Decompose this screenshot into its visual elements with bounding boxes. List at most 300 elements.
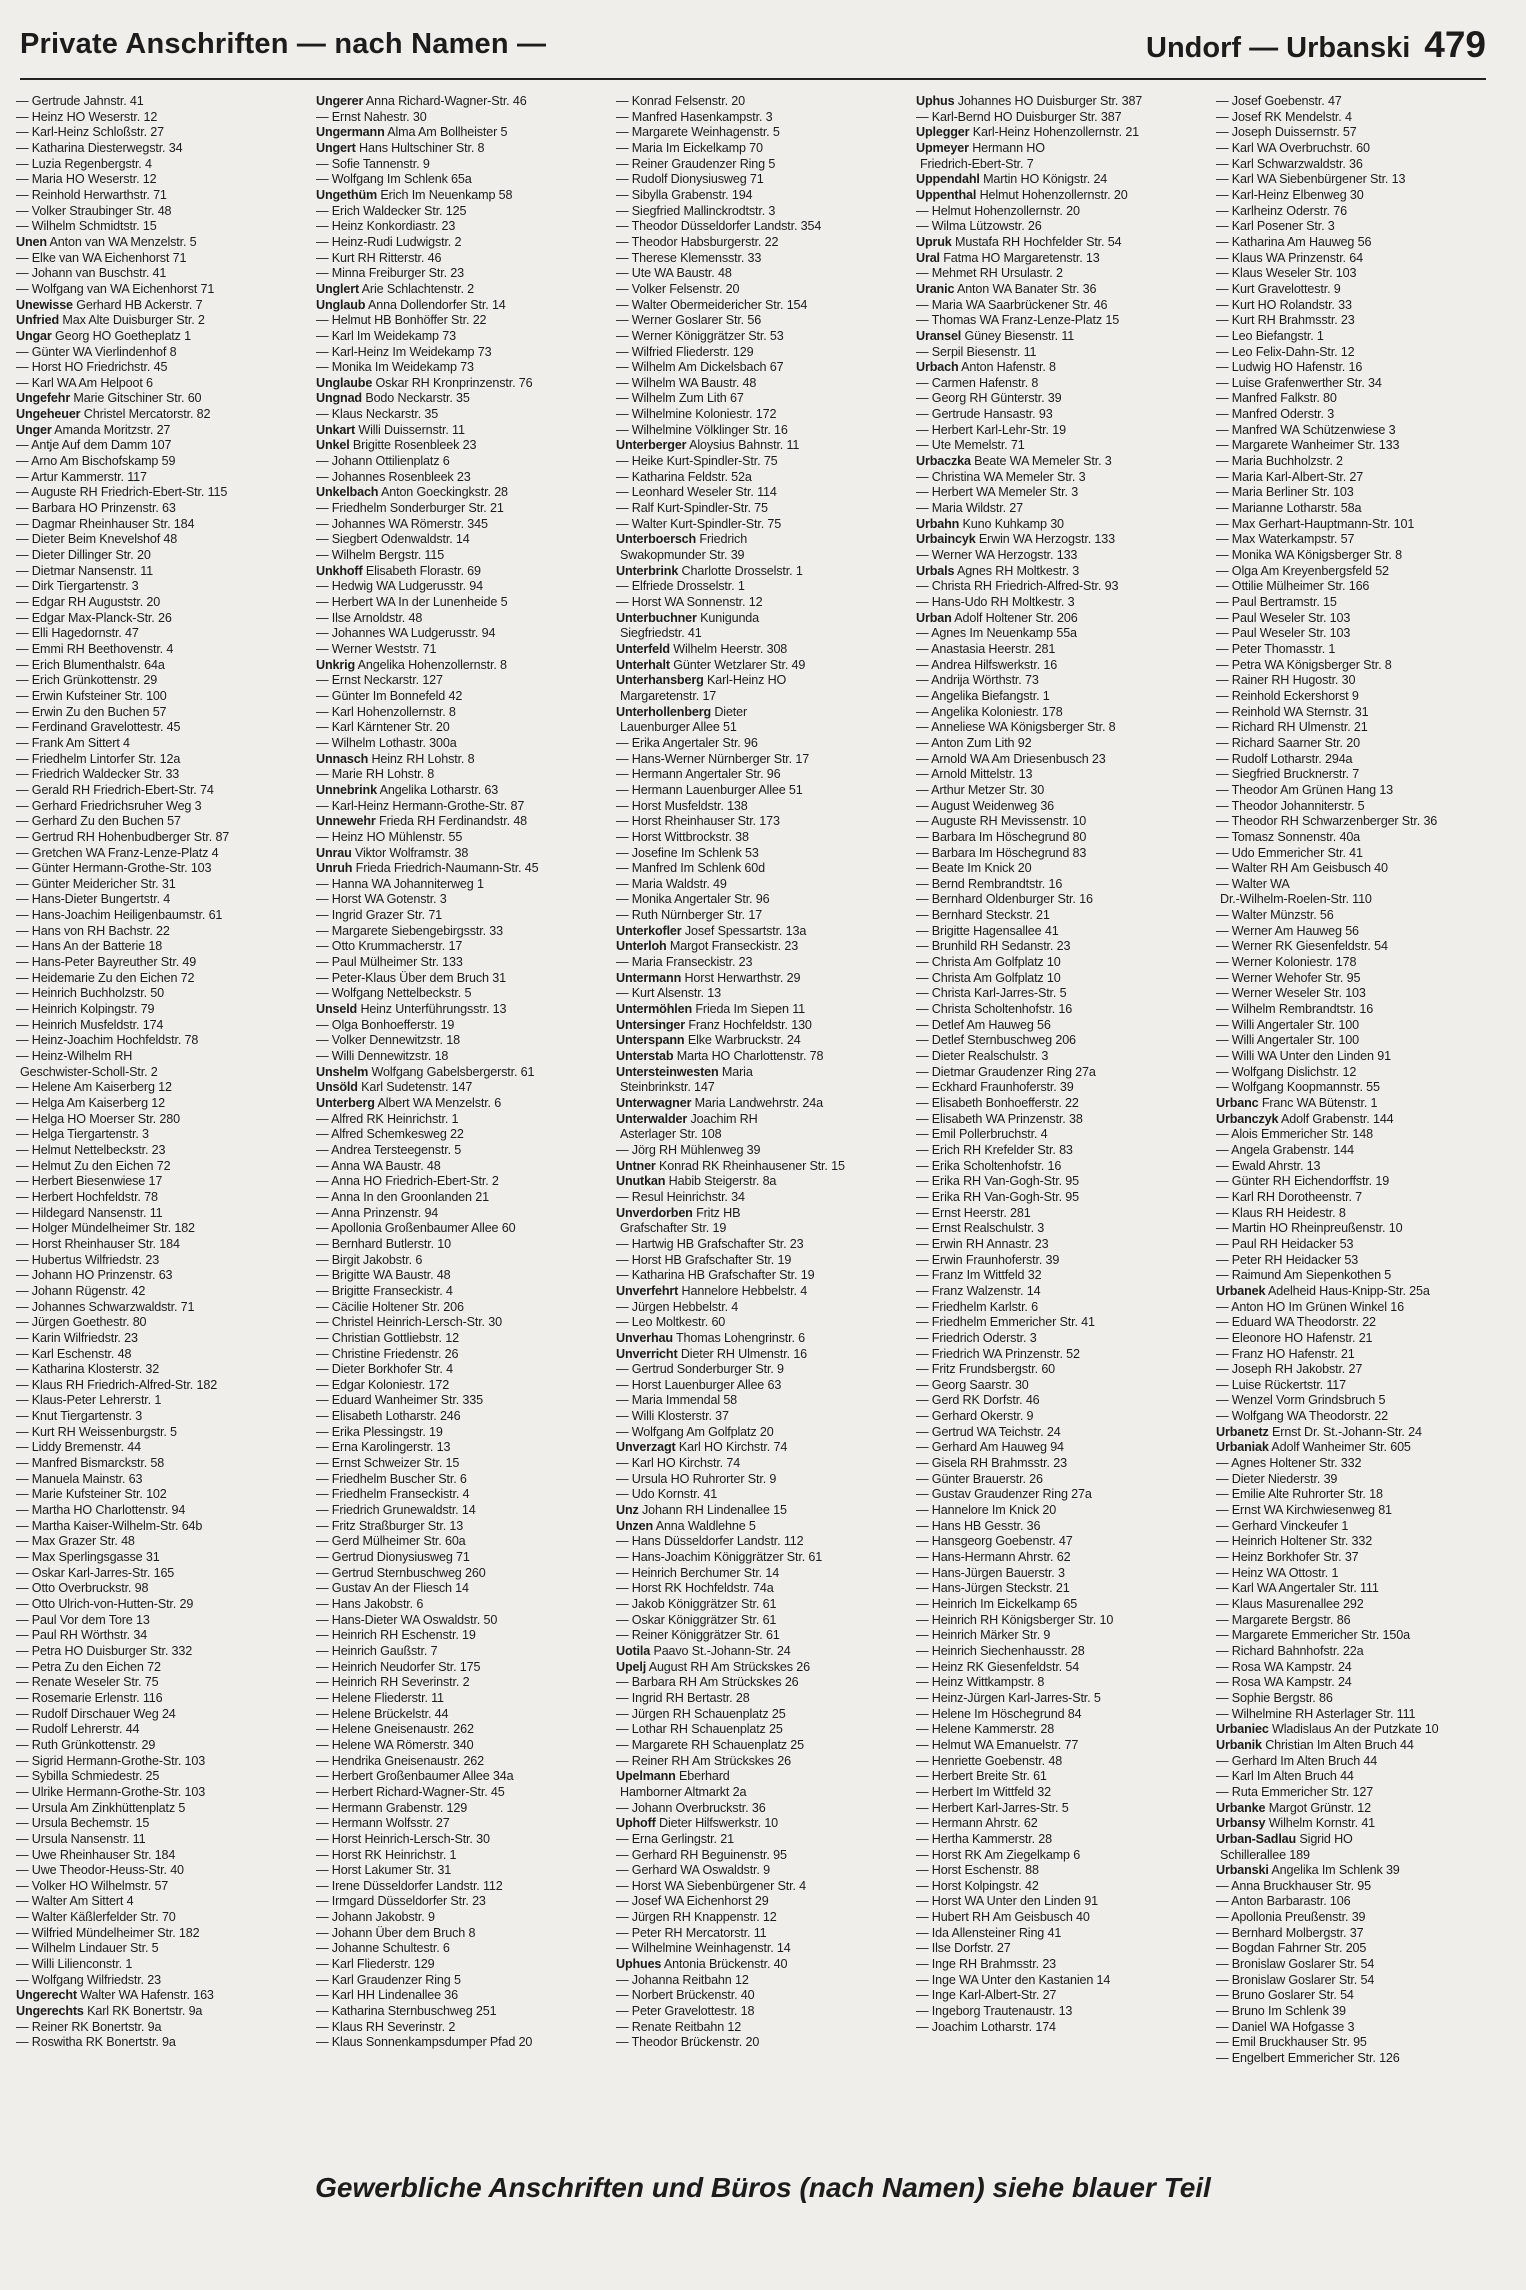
directory-entry: — Bronislaw Goslarer Str. 54	[1216, 1972, 1375, 1987]
directory-entry: — Angela Grabenstr. 144	[1216, 1142, 1354, 1157]
directory-entry: — Reinhold Herwarthstr. 71	[16, 187, 167, 202]
directory-entry: — Bronislaw Goslarer Str. 54	[1216, 1957, 1375, 1972]
surname: Ungar	[16, 328, 52, 343]
directory-entry: Unterwagner Maria Landwehrstr. 24a	[616, 1096, 823, 1110]
directory-entry: — Otto Ulrich-von-Hutten-Str. 29	[16, 1597, 194, 1611]
directory-entry: Hamborner Altmarkt 2a	[620, 1784, 747, 1799]
directory-entry: — Klaus Masurenallee 292	[1216, 1597, 1364, 1611]
surname: Unterkofler	[616, 923, 682, 938]
surname: Unglaub	[316, 297, 366, 312]
directory-entry: — Karl-Heinz Elbenweg 30	[1216, 187, 1364, 202]
directory-entry: — Ernst WA Kirchwiesenweg 81	[1216, 1503, 1392, 1518]
surname: Unterstab	[616, 1049, 674, 1064]
directory-entry: — Luise Rückertstr. 117	[1216, 1377, 1347, 1392]
directory-entry: — Hildegard Nansenstr. 11	[16, 1205, 163, 1220]
surname: Unfried	[16, 313, 60, 328]
directory-entry: — Wilhelmine RH Asterlager Str. 111	[1216, 1706, 1416, 1721]
directory-entry: — Werner RK Giesenfeldstr. 54	[1216, 939, 1388, 954]
directory-entry: Upelj August RH Am Strückskes 26	[616, 1659, 810, 1674]
directory-entry: — Margarete Emmericher Str. 150a	[1216, 1628, 1410, 1643]
directory-entry: — Ernst Schweizer Str. 15	[316, 1456, 460, 1471]
directory-entry: — Hans-Udo RH Moltkestr. 3	[916, 595, 1075, 609]
directory-entry: — Bernhard Oldenburger Str. 16	[916, 892, 1093, 907]
directory-entry: — Kurt HO Rolandstr. 33	[1216, 297, 1352, 312]
surname: Uppenthal	[916, 187, 977, 202]
directory-entry: — Reiner Graudenzer Ring 5	[616, 156, 776, 171]
directory-entry: — Ewald Ahrstr. 13	[1216, 1158, 1321, 1173]
surname: Urbanik	[1216, 1737, 1262, 1752]
directory-entry: — Karl Im Weidekamp 73	[316, 328, 456, 343]
surname: Urbanke	[1216, 1800, 1266, 1815]
directory-entry: — Hermann Ahrstr. 62	[916, 1816, 1038, 1831]
directory-entry: Grafschafter Str. 19	[620, 1221, 727, 1236]
directory-entry: Urbanc Franc WA Bütenstr. 1	[1216, 1096, 1378, 1110]
directory-entry: Uransel Güney Biesenstr. 11	[916, 328, 1075, 343]
directory-entry: — Ernst Nahestr. 30	[316, 109, 427, 124]
directory-entry: — Helmut Nettelbeckstr. 23	[16, 1142, 166, 1157]
directory-entry: — Gertrud WA Teichstr. 24	[916, 1424, 1061, 1439]
directory-entry: — Ernst Neckarstr. 127	[316, 673, 443, 688]
directory-entry: — Johanna Reitbahn 12	[616, 1972, 749, 1987]
directory-entry: — Helene Kammerstr. 28	[916, 1722, 1055, 1737]
surname: Urbaniak	[1216, 1440, 1269, 1455]
directory-entry: — Klaus RH Friedrich-Alfred-Str. 182	[16, 1377, 218, 1392]
surname: Untermöhlen	[616, 1002, 693, 1017]
directory-entry: — Günter Im Bonnefeld 42	[316, 688, 463, 703]
directory-entry: — Manuela Mainstr. 63	[16, 1471, 143, 1486]
directory-entry: Asterlager Str. 108	[620, 1127, 722, 1142]
directory-entry: — Gertrud Sternbuschweg 260	[316, 1565, 486, 1580]
surname: Untersinger	[616, 1017, 686, 1032]
directory-entry: — Beate Im Knick 20	[916, 861, 1032, 876]
directory-entry: — Horst RK Hochfeldstr. 74a	[616, 1581, 774, 1596]
directory-entry: — Brigitte WA Baustr. 48	[316, 1268, 451, 1283]
directory-entry: — Maria Im Eickelkamp 70	[616, 140, 763, 155]
directory-entry: — Josef Goebenstr. 47	[1216, 94, 1342, 108]
directory-entry: — Helmut Zu den Eichen 72	[16, 1158, 171, 1173]
directory-entry: Untermöhlen Frieda Im Siepen 11	[616, 1002, 805, 1017]
directory-entry: — Willi Angertaler Str. 100	[1216, 1017, 1359, 1032]
directory-entry: — Friedhelm Buscher Str. 6	[316, 1471, 467, 1486]
directory-entry: — Johann HO Prinzenstr. 63	[16, 1268, 173, 1283]
directory-entry: — Jakob Königgrätzer Str. 61	[616, 1597, 777, 1611]
directory-entry: — Peter Thomasstr. 1	[1216, 641, 1336, 656]
directory-entry: Urbanik Christian Im Alten Bruch 44	[1216, 1737, 1414, 1752]
directory-entry: — Christa Am Golfplatz 10	[916, 955, 1061, 970]
directory-column	[1216, 94, 1506, 2144]
directory-entry: — Alois Emmericher Str. 148	[1216, 1127, 1373, 1142]
directory-entry: — Horst Lakumer Str. 31	[316, 1863, 452, 1878]
directory-entry: — Ilse Arnoldstr. 48	[316, 610, 423, 625]
directory-entry: Uppenthal Helmut Hohenzollernstr. 20	[916, 187, 1128, 202]
directory-entry: — Helene Im Höschegrund 84	[916, 1706, 1082, 1721]
directory-entry: — Katharina Diesterwegstr. 34	[16, 140, 183, 155]
directory-entry: — Karl WA Am Helpoot 6	[16, 375, 153, 390]
name-range: Undorf — Urbanski	[1146, 32, 1411, 64]
directory-entry: — Karl Eschenstr. 48	[16, 1346, 132, 1361]
directory-entry: — Erich Grünkottenstr. 29	[16, 673, 158, 688]
directory-entry: — Peter Gravelottestr. 18	[616, 2004, 755, 2019]
directory-entry: Unkelbach Anton Goeckingkstr. 28	[316, 485, 508, 500]
directory-entry: — Erna Karolingerstr. 13	[316, 1440, 451, 1455]
directory-entry: — Volker Straubinger Str. 48	[16, 203, 172, 218]
directory-entry: — Walter Münzstr. 56	[1216, 908, 1334, 923]
directory-entry: — Inge Karl-Albert-Str. 27	[916, 1988, 1057, 2003]
directory-entry: — Manfred Bismarckstr. 58	[16, 1456, 165, 1471]
directory-entry: Unterhansberg Karl-Heinz HO	[616, 673, 787, 688]
directory-entry: — Manfred Hasenkampstr. 3	[616, 109, 773, 124]
directory-entry: — Margarete RH Schauenplatz 25	[616, 1737, 805, 1752]
directory-entry: Unnewehr Frieda RH Ferdinandstr. 48	[316, 814, 528, 829]
surname: Ungefehr	[16, 391, 71, 406]
directory-entry: — Karlheinz Oderstr. 76	[1216, 203, 1347, 218]
surname: Unkrig	[316, 657, 355, 672]
directory-entry: — Wilfried Mündelheimer Str. 182	[16, 1925, 200, 1940]
directory-entry: — Gerd Mülheimer Str. 60a	[316, 1534, 466, 1549]
directory-entry: — Ingrid RH Bertastr. 28	[616, 1690, 750, 1705]
running-head	[1146, 24, 1486, 66]
directory-entry: — Karl Schwarzwaldstr. 36	[1216, 156, 1363, 171]
directory-entry: Untersteinwesten Maria	[616, 1064, 753, 1079]
directory-entry: — Heinz-Wilhelm RH	[16, 1049, 133, 1064]
directory-entry: — Heinrich Neudorfer Str. 175	[316, 1659, 481, 1674]
directory-entry: — Olga Bonhoefferstr. 19	[316, 1017, 455, 1032]
directory-entry: — Werner Goslarer Str. 56	[616, 313, 762, 328]
directory-entry: — Ingeborg Trautenaustr. 13	[916, 2004, 1073, 2019]
directory-entry: — Maria Franseckistr. 23	[616, 955, 753, 970]
directory-entry: — Gertrude Jahnstr. 41	[16, 94, 144, 108]
directory-entry: — Karl Kärntener Str. 20	[316, 720, 450, 735]
directory-entry: — Willi WA Unter den Linden 91	[1216, 1049, 1391, 1064]
directory-entry: Ungnad Bodo Neckarstr. 35	[316, 391, 470, 406]
surname: Unverricht	[616, 1346, 678, 1361]
directory-entry: — Hanna WA Johanniterweg 1	[316, 876, 484, 891]
directory-entry: — Heinz HO Weserstr. 12	[16, 109, 158, 124]
directory-entry: — Arnold WA Am Driesenbusch 23	[916, 751, 1106, 766]
directory-entry: — Günter Meidericher Str. 31	[16, 876, 176, 891]
directory-entry: — Rudolf Dirschauer Weg 24	[16, 1706, 176, 1721]
directory-entry: — Otto Overbruckstr. 98	[16, 1581, 149, 1596]
directory-entry: — Wenzel Vorm Grindsbruch 5	[1216, 1393, 1386, 1408]
surname: Upelmann	[616, 1769, 676, 1784]
surname: Urbaniec	[1216, 1722, 1269, 1737]
directory-entry: — Walter Käßlerfelder Str. 70	[16, 1910, 176, 1925]
directory-entry: Unterspann Elke Warbruckstr. 24	[616, 1033, 801, 1048]
directory-entry: — Karl Posener Str. 3	[1216, 219, 1335, 234]
surname: Unkelbach	[316, 485, 379, 500]
directory-entry: — Wolfgang Nettelbeckstr. 5	[316, 986, 472, 1001]
directory-entry: Urbanczyk Adolf Grabenstr. 144	[1216, 1111, 1394, 1126]
directory-entry: — Angelika Biefangstr. 1	[916, 688, 1050, 703]
directory-entry: — Wilhelm Am Dickelsbach 67	[616, 360, 784, 375]
directory-entry: Urban-Sadlau Sigrid HO	[1216, 1831, 1353, 1846]
directory-entry: — Gertrud RH Hohenbudberger Str. 87	[16, 829, 230, 844]
directory-entry: — Hans-Jürgen Bauerstr. 3	[916, 1565, 1065, 1580]
directory-entry: — Sibylla Grabenstr. 194	[616, 187, 753, 202]
directory-entry: Unkhoff Elisabeth Florastr. 69	[316, 563, 481, 578]
directory-entry: — Gisela RH Brahmsstr. 23	[916, 1456, 1067, 1471]
directory-entry: — Barbara RH Am Strückskes 26	[616, 1675, 799, 1690]
surname: Unterbrink	[616, 563, 679, 578]
surname: Untermann	[616, 970, 682, 985]
directory-entry: — Horst Kolpingstr. 42	[916, 1878, 1039, 1893]
directory-entry: — Theodor Düsseldorfer Landstr. 354	[616, 219, 822, 234]
directory-entry: — Willi Dennewitzstr. 18	[316, 1049, 449, 1064]
directory-entry: — Gertrud Sonderburger Str. 9	[616, 1362, 784, 1377]
surname: Unen	[16, 234, 47, 249]
surname: Urban-Sadlau	[1216, 1831, 1297, 1846]
directory-entry: — Paul Weseler Str. 103	[1216, 610, 1351, 625]
directory-entry: — Johann Jakobstr. 9	[316, 1910, 435, 1925]
directory-columns	[16, 94, 1506, 2144]
directory-entry: — Brigitte Franseckistr. 4	[316, 1283, 453, 1298]
directory-entry: Unterberger Aloysius Bahnstr. 11	[616, 438, 800, 453]
directory-entry: — Maria Wildstr. 27	[916, 501, 1024, 516]
directory-entry: Urbaczka Beate WA Memeler Str. 3	[916, 454, 1112, 469]
surname: Unterhollenberg	[616, 704, 712, 719]
directory-entry: — Anna Prinzenstr. 94	[316, 1205, 439, 1220]
directory-entry: — Emilie Alte Ruhrorter Str. 18	[1216, 1487, 1383, 1502]
directory-entry: — Wolfgang Im Schlenk 65a	[316, 172, 472, 187]
directory-entry: — Karl-Heinz Schloßstr. 27	[16, 125, 164, 140]
surname: Uphues	[616, 1957, 662, 1972]
directory-entry: — Karl-Heinz Im Weidekamp 73	[316, 344, 492, 359]
directory-entry: — Fritz Straßburger Str. 13	[316, 1518, 464, 1533]
directory-entry: Schillerallee 189	[1220, 1847, 1310, 1862]
directory-entry: — Gerhard Friedrichsruher Weg 3	[16, 798, 202, 813]
directory-entry: — Arnold Mittelstr. 13	[916, 767, 1033, 782]
directory-entry: — Friedrich Oderstr. 3	[916, 1330, 1037, 1345]
directory-entry: — Katharina Klosterstr. 32	[16, 1362, 160, 1377]
directory-entry: — Walter WA	[1216, 876, 1290, 891]
surname: Unsöld	[316, 1080, 358, 1095]
directory-entry: — Horst WA Sonnenstr. 12	[616, 595, 763, 609]
directory-entry: — Heinrich Siechenhausstr. 28	[916, 1643, 1085, 1658]
directory-entry: Ural Fatma HO Margaretenstr. 13	[916, 250, 1100, 265]
directory-entry: — Heinrich Musfeldstr. 174	[16, 1017, 164, 1032]
directory-entry: Unzen Anna Waldlehne 5	[616, 1518, 756, 1533]
directory-entry: — Ralf Kurt-Spindler-Str. 75	[616, 501, 768, 516]
directory-entry: — Horst Eschenstr. 88	[916, 1863, 1039, 1878]
directory-entry: — Barbara HO Prinzenstr. 63	[16, 501, 176, 516]
surname: Ungerechts	[16, 2004, 84, 2019]
surname: Urban	[916, 610, 952, 625]
footer-note: Gewerbliche Anschriften und Büros (nach Namen) siehe blauer Teil	[315, 2172, 1211, 2203]
directory-entry: Urbahn Kuno Kuhkamp 30	[916, 516, 1064, 531]
directory-entry: — Joseph Duissernstr. 57	[1216, 125, 1357, 140]
directory-entry: — Anna WA Baustr. 48	[316, 1158, 441, 1173]
directory-entry: Unverricht Dieter RH Ulmenstr. 16	[616, 1346, 808, 1361]
directory-entry: — Anton Barbarastr. 106	[1216, 1894, 1351, 1909]
directory-entry: — Detlef Sternbuschweg 206	[916, 1033, 1076, 1048]
directory-entry: Unutkan Habib Steigerstr. 8a	[616, 1174, 777, 1189]
directory-entry: — Hubert RH Am Geisbusch 40	[916, 1910, 1090, 1925]
surname: Urbaincyk	[916, 532, 976, 547]
surname: Unterhalt	[616, 657, 670, 672]
directory-entry: — Maria WA Saarbrückener Str. 46	[916, 297, 1108, 312]
directory-entry: — Wilhelm Schmidtstr. 15	[16, 219, 157, 234]
directory-entry: — Johannes WA Römerstr. 345	[316, 516, 488, 531]
directory-entry: — Oskar Königgrätzer Str. 61	[616, 1612, 777, 1627]
directory-entry: — Friedhelm Karlstr. 6	[916, 1299, 1038, 1314]
directory-entry: Urbanetz Ernst Dr. St.-Johann-Str. 24	[1216, 1424, 1422, 1439]
directory-entry: — Marie Kufsteiner Str. 102	[16, 1487, 167, 1502]
directory-entry: — Heinrich Berchumer Str. 14	[616, 1565, 780, 1580]
directory-entry: — Helmut HB Bonhöffer Str. 22	[316, 313, 487, 328]
directory-entry: — Marie RH Lohstr. 8	[316, 767, 435, 782]
directory-entry: — Friedrich WA Prinzenstr. 52	[916, 1346, 1080, 1361]
directory-entry: — Helene WA Römerstr. 340	[316, 1737, 474, 1752]
directory-entry: — Heidemarie Zu den Eichen 72	[16, 970, 195, 985]
directory-entry: — Johannes WA Ludgerusstr. 94	[316, 626, 496, 641]
directory-entry: — Anton HO Im Grünen Winkel 16	[1216, 1299, 1404, 1314]
directory-entry: — Helga HO Moerser Str. 280	[16, 1111, 180, 1126]
directory-entry: — Horst WA Gotenstr. 3	[316, 892, 447, 907]
directory-entry: — Eduard Wanheimer Str. 335	[316, 1393, 483, 1408]
directory-entry: — Walter RH Am Geisbusch 40	[1216, 861, 1388, 876]
directory-entry: — Roswitha RK Bonertstr. 9a	[16, 2035, 176, 2050]
directory-entry: — Klaus Neckarstr. 35	[316, 407, 439, 422]
directory-entry: — Norbert Brückenstr. 40	[616, 1988, 755, 2003]
directory-entry: — Rosa WA Kampstr. 24	[1216, 1659, 1352, 1674]
directory-entry: — Friedhelm Lintorfer Str. 12a	[16, 751, 181, 766]
directory-entry: — Horst RK Heinrichstr. 1	[316, 1847, 457, 1862]
directory-entry: — Herbert Hochfeldstr. 78	[16, 1189, 158, 1204]
directory-entry: — Johannes Rosenbleek 23	[316, 469, 471, 484]
directory-entry: — Hans HB Gesstr. 36	[916, 1518, 1041, 1533]
directory-entry: — Josef WA Eichenhorst 29	[616, 1894, 769, 1909]
directory-entry: — Gerhard Okerstr. 9	[916, 1409, 1034, 1424]
directory-entry: — Walter Kurt-Spindler-Str. 75	[616, 516, 782, 531]
directory-entry: Ungert Hans Hultschiner Str. 8	[316, 140, 485, 155]
directory-entry: — Apollonia Preußenstr. 39	[1216, 1910, 1366, 1925]
directory-entry: — Sophie Bergstr. 86	[1216, 1690, 1333, 1705]
directory-entry: — Friedrich Grunewaldstr. 14	[316, 1503, 476, 1518]
directory-entry: — Heinz RK Giesenfeldstr. 54	[916, 1659, 1080, 1674]
surname: Unterloh	[616, 939, 667, 954]
surname: Uppendahl	[916, 172, 980, 187]
directory-entry: — Kurt RH Ritterstr. 46	[316, 250, 442, 265]
directory-entry: — Volker Dennewitzstr. 18	[316, 1033, 460, 1048]
directory-entry: — Wolfgang WA Theodorstr. 22	[1216, 1409, 1388, 1424]
directory-entry: — Wilhelmine Völklinger Str. 16	[616, 422, 788, 437]
directory-column	[16, 94, 306, 2144]
directory-entry: Siegfriedstr. 41	[620, 626, 702, 641]
directory-entry: Upmeyer Hermann HO	[916, 140, 1045, 155]
directory-entry: — Bernd Rembrandtstr. 16	[916, 876, 1063, 891]
directory-entry: — Eleonore HO Hafenstr. 21	[1216, 1330, 1373, 1345]
directory-entry: — Erika Angertaler Str. 96	[616, 735, 758, 750]
directory-entry: — Monika WA Königsberger Str. 8	[1216, 548, 1402, 563]
directory-entry: — Karl HH Lindenallee 36	[316, 1988, 459, 2003]
directory-entry: — Erika Scholtenhofstr. 16	[916, 1158, 1062, 1173]
directory-entry: — Erika Plessingstr. 19	[316, 1424, 443, 1439]
directory-entry: — Maria HO Weserstr. 12	[16, 172, 157, 187]
directory-entry: Unkel Brigitte Rosenbleek 23	[316, 438, 477, 453]
directory-entry: — Uwe Theodor-Heuss-Str. 40	[16, 1863, 184, 1878]
directory-entry: — Helga Tiergartenstr. 3	[16, 1127, 149, 1142]
directory-entry: — Ulrike Hermann-Grothe-Str. 103	[16, 1784, 206, 1799]
surname: Urbach	[916, 360, 959, 375]
directory-entry: — Leo Biefangstr. 1	[1216, 328, 1324, 343]
directory-entry: — Heinrich Buchholzstr. 50	[16, 986, 164, 1001]
directory-entry: — Jörg RH Mühlenweg 39	[616, 1142, 761, 1157]
directory-entry: Urbaniec Wladislaus An der Putzkate 10	[1216, 1722, 1439, 1737]
directory-entry: Untner Konrad RK Rheinhausener Str. 15	[616, 1158, 845, 1173]
directory-entry: — Leo Felix-Dahn-Str. 12	[1216, 344, 1355, 359]
directory-entry: Ungar Georg HO Goetheplatz 1	[16, 328, 191, 343]
directory-entry: — Kurt Gravelottestr. 9	[1216, 281, 1341, 296]
directory-entry: — Christina WA Memeler Str. 3	[916, 469, 1086, 484]
directory-entry: — Anton Zum Lith 92	[916, 735, 1032, 750]
directory-entry: — Klaus Sonnenkampsdumper Pfad 20	[316, 2035, 533, 2050]
directory-entry: — Ursula Am Zinkhüttenplatz 5	[16, 1800, 186, 1815]
surname: Unruh	[316, 861, 353, 876]
directory-entry: — Heinz-Jürgen Karl-Jarres-Str. 5	[916, 1690, 1101, 1705]
directory-entry: Unverzagt Karl HO Kirchstr. 74	[616, 1440, 788, 1455]
directory-entry: — Friedhelm Emmericher Str. 41	[916, 1315, 1095, 1330]
directory-entry: Upruk Mustafa RH Hochfelder Str. 54	[916, 234, 1122, 249]
directory-entry: — Günter Brauerstr. 26	[916, 1471, 1043, 1486]
directory-entry: — Elisabeth Lotharstr. 246	[316, 1409, 461, 1424]
directory-entry: — Hans An der Batterie 18	[16, 939, 163, 954]
directory-entry: — Hubertus Wilfriedstr. 23	[16, 1252, 160, 1267]
directory-entry: — Katharina Sternbuschweg 251	[316, 2004, 497, 2019]
directory-entry: Unen Anton van WA Menzelstr. 5	[16, 234, 197, 249]
surname: Urbanetz	[1216, 1424, 1269, 1439]
directory-entry: — Martha Kaiser-Wilhelm-Str. 64b	[16, 1518, 203, 1533]
directory-entry: — Daniel WA Hofgasse 3	[1216, 2019, 1355, 2034]
directory-entry: — Heinz-Joachim Hochfeldstr. 78	[16, 1033, 199, 1048]
directory-entry: — Inge RH Brahmsstr. 23	[916, 1957, 1057, 1972]
directory-entry: Unglaub Anna Dollendorfer Str. 14	[316, 297, 506, 312]
directory-entry: — Gretchen WA Franz-Lenze-Platz 4	[16, 845, 219, 860]
directory-entry: — Karl RH Dorotheenstr. 7	[1216, 1189, 1363, 1204]
directory-entry: — Hermann Grabenstr. 129	[316, 1800, 468, 1815]
directory-entry: — Ingrid Grazer Str. 71	[316, 908, 443, 923]
directory-entry: — Richard Saarner Str. 20	[1216, 735, 1360, 750]
directory-entry: — Hans Jakobstr. 6	[316, 1597, 424, 1611]
directory-entry: — Rudolf Dionysiusweg 71	[616, 172, 764, 187]
directory-entry: — Heinrich RH Königsberger Str. 10	[916, 1612, 1114, 1627]
directory-entry: — Helmut WA Emanuelstr. 77	[916, 1737, 1079, 1752]
directory-entry: — Hans-Joachim Königgrätzer Str. 61	[616, 1550, 823, 1565]
directory-entry: — Wolfgang Wilfriedstr. 23	[16, 1972, 161, 1987]
directory-entry: — Detlef Am Hauweg 56	[916, 1017, 1051, 1032]
directory-entry: — Elli Hagedornstr. 47	[16, 626, 139, 641]
directory-entry: — Bernhard Molbergstr. 37	[1216, 1925, 1364, 1940]
directory-entry: — Klaus Weseler Str. 103	[1216, 266, 1357, 281]
directory-entry: — Wilhelm Zum Lith 67	[616, 391, 744, 406]
directory-entry: — Andrea Tersteegenstr. 5	[316, 1142, 462, 1157]
directory-entry: — Cäcilie Holtener Str. 206	[316, 1299, 464, 1314]
surname: Urbals	[916, 563, 955, 578]
directory-entry: — Ilse Dorfstr. 27	[916, 1941, 1011, 1956]
surname: Uphus	[916, 94, 955, 108]
directory-entry: Unterhalt Günter Wetzlarer Str. 49	[616, 657, 806, 672]
directory-entry: — Hertha Kammerstr. 28	[916, 1831, 1052, 1846]
directory-entry: — Ursula HO Ruhrorter Str. 9	[616, 1471, 777, 1486]
directory-entry: — Manfred Oderstr. 3	[1216, 407, 1335, 422]
directory-entry: — Otto Krummacherstr. 17	[316, 939, 463, 954]
directory-entry: Uphues Antonia Brückenstr. 40	[616, 1957, 788, 1972]
surname: Unrau	[316, 845, 352, 860]
directory-entry: — Ruta Emmericher Str. 127	[1216, 1784, 1374, 1799]
directory-entry: — Theodor Habsburgerstr. 22	[616, 234, 779, 249]
directory-entry: — Karl WA Siebenbürgener Str. 13	[1216, 172, 1406, 187]
directory-entry: Unruh Frieda Friedrich-Naumann-Str. 45	[316, 861, 539, 876]
directory-entry: — Willi Angertaler Str. 100	[1216, 1033, 1359, 1048]
